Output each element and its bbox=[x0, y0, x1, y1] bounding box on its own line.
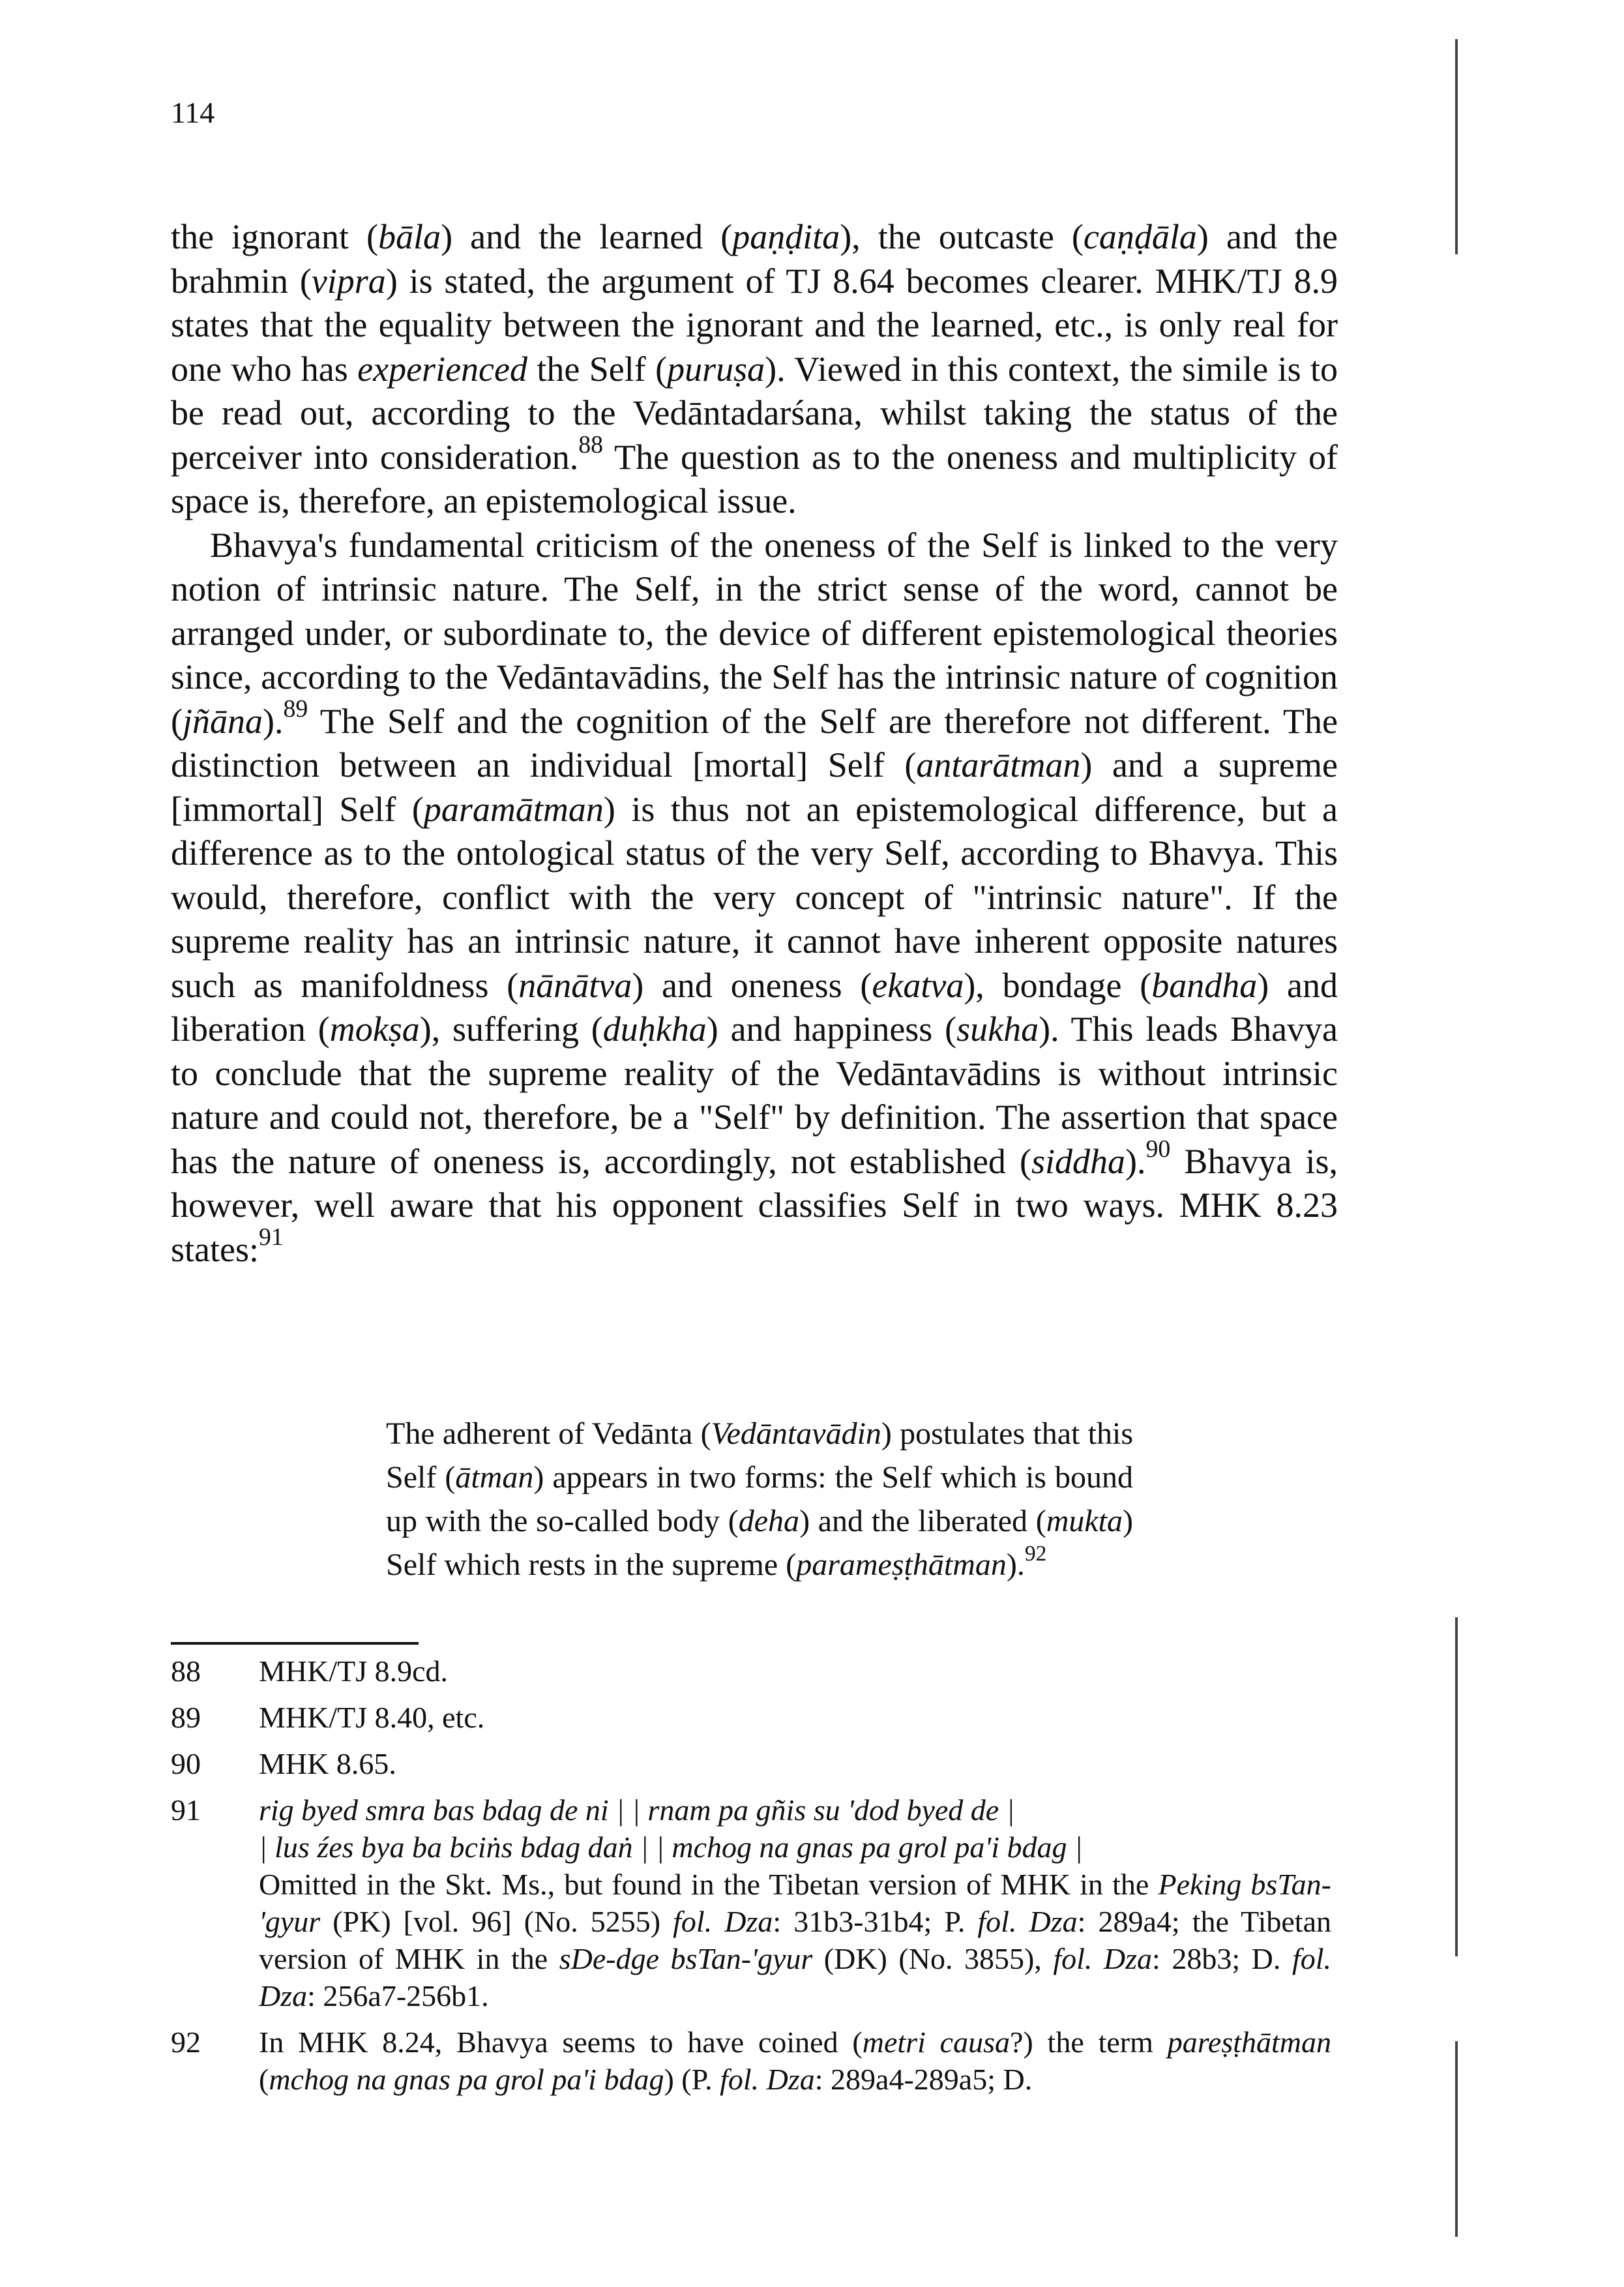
text-run: ( bbox=[259, 2063, 269, 2096]
text-run: ), bondage ( bbox=[964, 965, 1152, 1005]
italic-term: fol. Dza bbox=[673, 1905, 773, 1938]
italic-term: paṇḍita bbox=[732, 217, 840, 256]
scan-edge-line bbox=[1455, 1617, 1458, 1956]
footnote-number: 92 bbox=[171, 2025, 201, 2059]
italic-term: sDe-dge bsTan-'gyur bbox=[559, 1942, 813, 1975]
footnote bbox=[171, 1791, 1331, 2014]
text-run: ) and the liberated ( bbox=[799, 1504, 1046, 1538]
text-run: ) and liberation ( bbox=[171, 965, 1338, 1049]
italic-term: siddha bbox=[1031, 1141, 1126, 1181]
scan-edge-line bbox=[1455, 2041, 1458, 2237]
text-run: ). This leads Bhavya to conclude that the supreme reality of the Vedāntavādins is without intrinsic nature and could not, therefore, be a "Self" by definition. The assertion that space has the nature of oneness is, accordingly, not established ( bbox=[171, 1009, 1338, 1181]
italic-term: duḥkha bbox=[602, 1009, 707, 1049]
paragraph bbox=[171, 215, 1338, 524]
text-run: : 289a4-289a5; D. bbox=[814, 2063, 1033, 2096]
italic-term: fol. Dza bbox=[977, 1905, 1078, 1938]
text-run: ). bbox=[263, 701, 284, 741]
text-run: ) and oneness ( bbox=[632, 965, 872, 1005]
text-run: ) and the brahmin ( bbox=[171, 217, 1338, 301]
italic-term: experienced bbox=[357, 349, 527, 389]
italic-term: puruṣa bbox=[667, 349, 765, 389]
italic-term: fol. Dza bbox=[259, 1942, 1331, 2012]
text-run: ), suffering ( bbox=[419, 1009, 603, 1049]
footnote-text: MHK/TJ 8.9cd. bbox=[259, 1654, 449, 1688]
text-run: : 31b3-31b4; P. bbox=[773, 1905, 978, 1938]
footnote-separator bbox=[171, 1642, 419, 1645]
text-run: The question as to the oneness and multiplicity of space is, therefore, an epistemological issue. bbox=[171, 437, 1338, 520]
footnote-ref: 89 bbox=[283, 695, 308, 723]
footnote-number: 91 bbox=[171, 1793, 201, 1827]
italic-term: caṇḍāla bbox=[1083, 217, 1197, 256]
italic-term: Vedāntavādin bbox=[711, 1416, 881, 1451]
footnote-number: 90 bbox=[171, 1747, 201, 1780]
text-run: In MHK 8.24, Bhavya seems to have coined ( bbox=[259, 2025, 863, 2059]
footnote-ref: 88 bbox=[578, 430, 604, 458]
italic-term: ekatva bbox=[872, 965, 964, 1005]
italic-term: Peking bsTan-'gyur bbox=[259, 1868, 1332, 1938]
scan-edge-line bbox=[1455, 39, 1458, 254]
text-run: ) Self which rests in the supreme ( bbox=[386, 1504, 1133, 1582]
text-run: ) postulates that this Self ( bbox=[386, 1416, 1133, 1495]
paragraph bbox=[171, 524, 1338, 1272]
text-run: ) appears in two forms: the Self which is bound up with the so-called body ( bbox=[386, 1460, 1133, 1538]
italic-term: bāla bbox=[378, 217, 441, 256]
text-run: ) is thus not an epistemological difference, but a difference as to the ontological status of the very Self, according to Bhavya. This would, therefore, conflict with the very concept of "intrinsic nature". If the supreme reality has an intrinsic nature, it cannot have inherent opposite natures such as manifoldness ( bbox=[171, 789, 1338, 1005]
italic-term: deha bbox=[738, 1504, 800, 1538]
text-run: ) (P. bbox=[664, 2063, 720, 2096]
text-run: ) and a supreme [immortal] Self ( bbox=[171, 745, 1338, 829]
text-run: : 256a7-256b1. bbox=[307, 1979, 489, 2012]
text-run: Omitted in the Skt. Ms., but found in the Tibetan version of MHK in the bbox=[259, 1868, 1159, 1901]
block-quote bbox=[386, 1412, 1133, 1587]
italic-term: fol. Dza bbox=[720, 2063, 815, 2096]
text-run: ) and happiness ( bbox=[706, 1009, 957, 1049]
italic-term: mukta bbox=[1046, 1504, 1123, 1538]
italic-term: bandha bbox=[1151, 965, 1258, 1005]
tibetan-verse-line: | lus źes bya ba bciṅs bdag daṅ | | mchog na gnas pa grol pa'i bdag | bbox=[259, 1831, 1083, 1864]
text-run: (PK) [vol. 96] (No. 5255) bbox=[320, 1905, 673, 1938]
footnote bbox=[171, 1652, 1331, 1690]
text-run: ), the outcaste ( bbox=[840, 217, 1084, 256]
footnote-ref: 90 bbox=[1145, 1135, 1171, 1163]
italic-term: parameṣṭhātman bbox=[796, 1547, 1007, 1582]
text-run: ) and the learned ( bbox=[441, 217, 733, 256]
main-text bbox=[171, 215, 1338, 1272]
italic-term: fol. Dza bbox=[1053, 1942, 1153, 1975]
text-run: Bhavya's fundamental criticism of the oneness of the Self is linked to the very notion of intrinsic nature. The Self, in the strict sense of the word, cannot be arranged under, or subordinate to, the device of different epistemological theories since, according to the Vedāntavādins, the Self has the intrinsic nature of cognition ( bbox=[171, 525, 1338, 741]
footnote-text: MHK/TJ 8.40, etc. bbox=[259, 1701, 485, 1734]
text-run: : 28b3; D. bbox=[1152, 1942, 1292, 1975]
page-number: 114 bbox=[171, 96, 215, 129]
footnote-number: 89 bbox=[171, 1701, 201, 1734]
italic-term: metri causa bbox=[862, 2025, 1010, 2059]
footnote bbox=[171, 1699, 1331, 1736]
tibetan-verse-line: rig byed smra bas bdag de ni | | rnam pa gñis su 'dod byed de | bbox=[259, 1793, 1015, 1827]
italic-term: ātman bbox=[455, 1460, 534, 1495]
text-run: Bhavya is, however, well aware that his opponent classifies Self in two ways. MHK 8.23 states: bbox=[171, 1141, 1338, 1269]
text-run: : 289a4; the Tibetan version of MHK in the bbox=[259, 1905, 1331, 1975]
footnote-text: MHK 8.65. bbox=[259, 1747, 396, 1780]
italic-term: sukha bbox=[956, 1009, 1039, 1049]
footnotes bbox=[171, 1652, 1331, 2107]
text-run: the ignorant ( bbox=[171, 217, 379, 256]
italic-term: jñāna bbox=[182, 701, 263, 741]
text-run: the Self ( bbox=[527, 349, 668, 389]
footnote-ref: 92 bbox=[1024, 1541, 1047, 1566]
italic-term: mchog na gnas pa grol pa'i bdag bbox=[269, 2063, 664, 2096]
footnote bbox=[171, 2024, 1331, 2098]
italic-term: nānātva bbox=[518, 965, 632, 1005]
text-run: ) is stated, the argument of TJ 8.64 becomes clearer. MHK/TJ 8.9 states that the equality between the ignorant and the learned, etc., is only real for one who has bbox=[171, 261, 1338, 389]
italic-term: mokṣa bbox=[329, 1009, 420, 1049]
footnote-body bbox=[259, 1791, 1331, 2014]
text-run: (DK) (No. 3855), bbox=[812, 1942, 1054, 1975]
italic-term: pareṣṭhātman bbox=[1167, 2025, 1332, 2059]
italic-term: vipra bbox=[311, 261, 386, 301]
footnote bbox=[171, 1745, 1331, 1782]
footnote-text bbox=[259, 2024, 1331, 2098]
text-run: ). bbox=[1125, 1141, 1146, 1181]
footnote-text bbox=[259, 1866, 1331, 2014]
text-run: The adherent of Vedānta ( bbox=[386, 1416, 711, 1451]
text-run: The Self and the cognition of the Self are therefore not different. The distinction between an individual [mortal] Self ( bbox=[171, 701, 1338, 785]
italic-term: paramātman bbox=[423, 789, 604, 829]
footnote-ref: 91 bbox=[258, 1223, 284, 1251]
text-run: ?) the term bbox=[1010, 2025, 1168, 2059]
text-run: ). Viewed in this context, the simile is to be read out, according to the Vedāntadarśana, whilst taking the status of the perceiver into consideration. bbox=[171, 349, 1338, 477]
italic-term: antarātman bbox=[916, 745, 1081, 785]
footnote-number: 88 bbox=[171, 1654, 201, 1688]
text-run: ). bbox=[1006, 1547, 1025, 1582]
